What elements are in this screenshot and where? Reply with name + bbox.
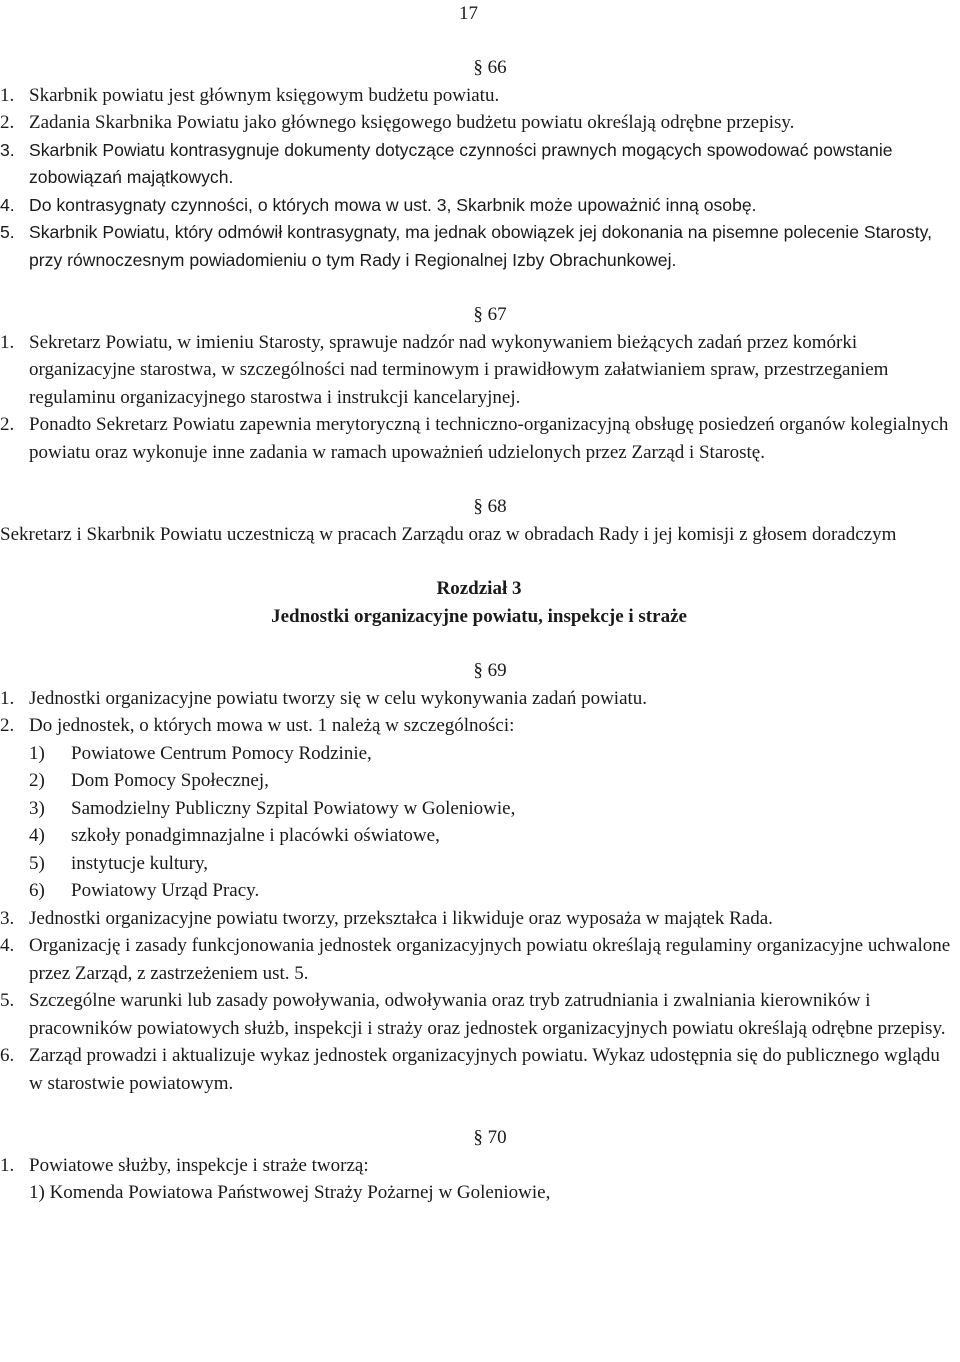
item-text: Ponadto Sekretarz Powiatu zapewnia merytoryczną i techniczno-organizacyjną obsługę posiedzeń organów kolegialnych powiatu oraz wykonuje inne zadania w ramach upoważnień udzielonych przez Zarząd i Starostę. [29,414,949,463]
paragraph-67-title: § 67 [473,304,507,325]
spacer [0,466,958,493]
s67-item-2 [0,411,958,466]
item-number: 1. [0,687,15,709]
paragraph-66-title: § 66 [473,57,507,78]
subitem-text: Samodzielny Publiczny Szpital Powiatowy w Goleniowie, [71,797,516,819]
item-text: Powiatowe służby, inspekcje i straże tworzą: [29,1154,369,1176]
s69-item-5 [0,987,958,1042]
s66-item-3 [0,137,958,192]
item-text: Sekretarz Powiatu, w imieniu Starosty, sprawuje nadzór nad wykonywaniem bieżących zadań przez komórki organizacyjne starostwa, w szczególności nad terminowym i prawidłowym załatwianiem spraw, przestrzeganiem regulaminu organizacyjnego starostwa i instrukcji kancelaryjnej. [29,331,889,408]
item-number: 2. [0,414,15,435]
s66-item-5 [0,219,958,274]
item-number: 1. [0,84,15,106]
s69-sublist [0,740,958,905]
s68-text: Sekretarz i Skarbnik Powiatu uczestniczą w pracach Zarządu oraz w obradach Rady i jej komisji z głosem doradczym [0,523,897,545]
item-number: 5. [0,990,15,1011]
spacer [0,1097,958,1124]
list-item [29,877,958,905]
spacer [0,548,958,575]
subitem-number: 4) [29,825,45,846]
list-item [29,740,958,768]
item-number: 2. [0,112,15,133]
chapter-label: Rozdział 3 [436,578,522,599]
paragraph-70-title: § 70 [473,1127,507,1148]
s67-item-1 [0,329,958,412]
list-item [29,795,958,823]
item-number: 4. [0,194,15,215]
s66-item-1 [0,82,958,110]
list-item [29,767,958,795]
subitem-text: szkoły ponadgimnazjalne i placówki oświatowe, [71,825,440,846]
item-text: Skarbnik Powiatu, który odmówił kontrasygnaty, ma jednak obowiązek jej dokonania na pisemne polecenie Starosty, przy równoczesnym powiadomieniu o tym Rady i Regionalnej Izby Obrachunkowej. [29,222,932,270]
spacer [0,630,958,657]
subitem-number: 1) [29,742,45,764]
item-number: 6. [0,1045,15,1066]
document-body [0,54,958,1207]
s70-item-1 [0,1152,958,1180]
s69-item-3 [0,905,958,933]
s69-item-4 [0,932,958,987]
item-number: 1. [0,331,15,353]
s69-item-6 [0,1042,958,1097]
s66-item-4 [0,192,958,220]
spacer [0,274,958,301]
paragraph-69-title: § 69 [473,660,507,681]
item-text: Do jednostek, o których mowa w ust. 1 należą w szczególności: [29,715,515,736]
subitem-text: Dom Pomocy Społecznej, [71,770,269,791]
subitem-text: Powiatowe Centrum Pomocy Rodzinie, [71,742,372,764]
item-text: Zadania Skarbnika Powiatu jako głównego księgowego budżetu powiatu określają odrębne przepisy. [29,112,795,133]
s70-subitem-1: 1) Komenda Powiatowa Państwowej Straży Pożarnej w Goleniowie, [29,1182,551,1203]
paragraph-68-title: § 68 [473,496,507,517]
chapter-title: Jednostki organizacyjne powiatu, inspekcje i straże [271,605,687,627]
item-number: 2. [0,715,15,736]
item-number: 3. [0,907,15,929]
page-number: 17 [459,3,478,24]
item-text: Jednostki organizacyjne powiatu tworzy, przekształca i likwiduje oraz wyposaża w majątek Rada. [29,907,773,929]
subitem-text: instytucje kultury, [71,852,209,874]
subitem-text: Powiatowy Urząd Pracy. [71,880,260,901]
item-text: Szczególne warunki lub zasady powoływania, odwoływania oraz tryb zatrudniania i zwalniania kierowników i pracowników powiatowych służb, inspekcji i straży oraz jednostek organizacyjnych powiatu określają odrębne przepisy. [29,990,946,1039]
item-number: 5. [0,222,15,242]
s66-item-2 [0,109,958,137]
s69-item-2 [0,712,958,740]
s69-item-1 [0,685,958,713]
item-text: Organizację i zasady funkcjonowania jednostek organizacyjnych powiatu określają regulaminy organizacyjne uchwalone przez Zarząd, z zastrzeżeniem ust. 5. [29,935,951,984]
item-number: 4. [0,935,15,956]
subitem-number: 5) [29,852,45,874]
item-text: Skarbnik powiatu jest głównym księgowym budżetu powiatu. [29,84,500,106]
item-number: 3. [0,139,15,160]
item-text: Jednostki organizacyjne powiatu tworzy się w celu wykonywania zadań powiatu. [29,687,648,709]
list-item [29,850,958,878]
subitem-number: 6) [29,880,45,901]
subitem-number: 2) [29,770,45,791]
subitem-number: 3) [29,797,45,819]
item-text: Zarząd prowadzi i aktualizuje wykaz jednostek organizacyjnych powiatu. Wykaz udostępnia się do publicznego wglądu w starostwie powiatowym. [29,1045,940,1094]
list-item [29,822,958,850]
item-text: Skarbnik Powiatu kontrasygnuje dokumenty dotyczące czynności prawnych mogących spowodować powstanie zobowiązań majątkowych. [29,139,893,187]
item-number: 1. [0,1154,15,1176]
item-text: Do kontrasygnaty czynności, o których mowa w ust. 3, Skarbnik może upoważnić inną osobę. [29,194,757,215]
